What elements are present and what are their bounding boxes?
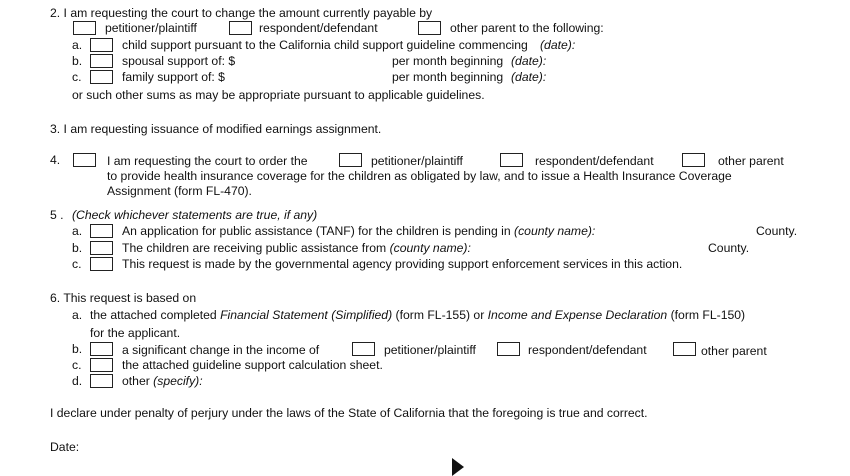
s6-petitioner-checkbox[interactable] <box>352 342 375 356</box>
s4-petitioner-label: petitioner/plaintiff <box>371 154 463 168</box>
section-2-intro: 2. I am requesting the court to change the amount currently payable by <box>50 6 433 20</box>
s5-c-text: This request is made by the governmental agency providing support enforcement services in this action. <box>122 257 683 271</box>
s6-c-checkbox[interactable] <box>90 358 113 372</box>
s2-c-text: family support of: $ <box>122 70 225 84</box>
s2-a-checkbox[interactable] <box>90 38 113 52</box>
s6-a-text: the attached completed Financial Statement (Simplified) (form FL-155) or Income and Expense Declaration (form FL-150) <box>90 308 746 322</box>
s6-d-label: d. <box>72 374 83 388</box>
s5-number: 5 . <box>50 208 64 222</box>
s4-other-parent-label: other parent <box>718 154 784 168</box>
s2-c-date-label: (date): <box>511 70 547 84</box>
s2-or-text: or such other sums as may be appropriate pursuant to applicable guidelines. <box>72 88 485 102</box>
s6-heading: 6. This request is based on <box>50 291 197 305</box>
s2-respondent-label: respondent/defendant <box>259 21 378 35</box>
s6-d-checkbox[interactable] <box>90 374 113 388</box>
s5-b-text: The children are receiving public assistance from (county name): <box>122 241 471 255</box>
s2-respondent-checkbox[interactable] <box>229 21 252 35</box>
s5-c-checkbox[interactable] <box>90 257 113 271</box>
s6-b-label: b. <box>72 342 83 356</box>
s6-b-text: a significant change in the income of <box>122 343 320 357</box>
s2-petitioner-label: petitioner/plaintiff <box>105 21 197 35</box>
s6-a-line2: for the applicant. <box>90 326 181 340</box>
s4-other-parent-checkbox[interactable] <box>682 153 705 167</box>
s5-a-county: County. <box>756 224 798 238</box>
s2-c-label: c. <box>72 70 82 84</box>
s6-other-parent-label: other parent <box>701 344 767 358</box>
declaration-text: I declare under penalty of perjury under the laws of the State of California that the foregoing is true and correct. <box>50 406 648 420</box>
s4-respondent-checkbox[interactable] <box>500 153 523 167</box>
s2-a-date-label: (date): <box>540 38 576 52</box>
s2-other-parent-label: other parent <box>450 21 516 35</box>
s2-petitioner-checkbox[interactable] <box>73 21 96 35</box>
s5-heading: (Check whichever statements are true, if any) <box>72 208 318 222</box>
s5-b-county: County. <box>708 241 750 255</box>
s2-b-per-month: per month beginning <box>392 54 504 68</box>
s5-b-checkbox[interactable] <box>90 241 113 255</box>
s5-b-label: b. <box>72 241 83 255</box>
s4-number: 4. <box>50 153 61 167</box>
s6-respondent-label: respondent/defendant <box>528 343 647 357</box>
s6-c-label: c. <box>72 358 82 372</box>
s2-a-text: child support pursuant to the California child support guideline commencing <box>122 38 528 52</box>
s6-d-text: other (specify): <box>122 374 203 388</box>
s6-respondent-checkbox[interactable] <box>497 342 520 356</box>
s6-petitioner-label: petitioner/plaintiff <box>384 343 476 357</box>
s4-line2: to provide health insurance coverage for the children as obligated by law, and to issue a Health Insurance Coverage <box>107 169 732 183</box>
s5-a-text: An application for public assistance (TANF) for the children is pending in (county name): <box>122 224 596 238</box>
s4-petitioner-checkbox[interactable] <box>339 153 362 167</box>
s6-a-label: a. <box>72 308 83 322</box>
s5-a-label: a. <box>72 224 83 238</box>
s2-b-date-label: (date): <box>511 54 547 68</box>
date-label: Date: <box>50 440 80 454</box>
s4-line3: Assignment (form FL-470). <box>107 184 252 198</box>
s2-to-following: to the following: <box>519 21 604 35</box>
s2-b-text: spousal support of: $ <box>122 54 236 68</box>
s2-other-parent-checkbox[interactable] <box>418 21 441 35</box>
s5-c-label: c. <box>72 257 82 271</box>
s4-respondent-label: respondent/defendant <box>535 154 654 168</box>
s2-a-label: a. <box>72 38 83 52</box>
arrow-right-icon <box>452 458 464 476</box>
s6-b-checkbox[interactable] <box>90 342 113 356</box>
s5-a-checkbox[interactable] <box>90 224 113 238</box>
s6-other-parent-checkbox[interactable] <box>673 342 696 356</box>
s2-c-checkbox[interactable] <box>90 70 113 84</box>
s4-text: I am requesting the court to order the <box>107 154 308 168</box>
s6-c-text: the attached guideline support calculation sheet. <box>122 358 383 372</box>
s2-c-per-month: per month beginning <box>392 70 504 84</box>
s4-request-checkbox[interactable] <box>73 153 96 167</box>
section-3-text: 3. I am requesting issuance of modified earnings assignment. <box>50 122 382 136</box>
s2-b-checkbox[interactable] <box>90 54 113 68</box>
s2-b-label: b. <box>72 54 83 68</box>
